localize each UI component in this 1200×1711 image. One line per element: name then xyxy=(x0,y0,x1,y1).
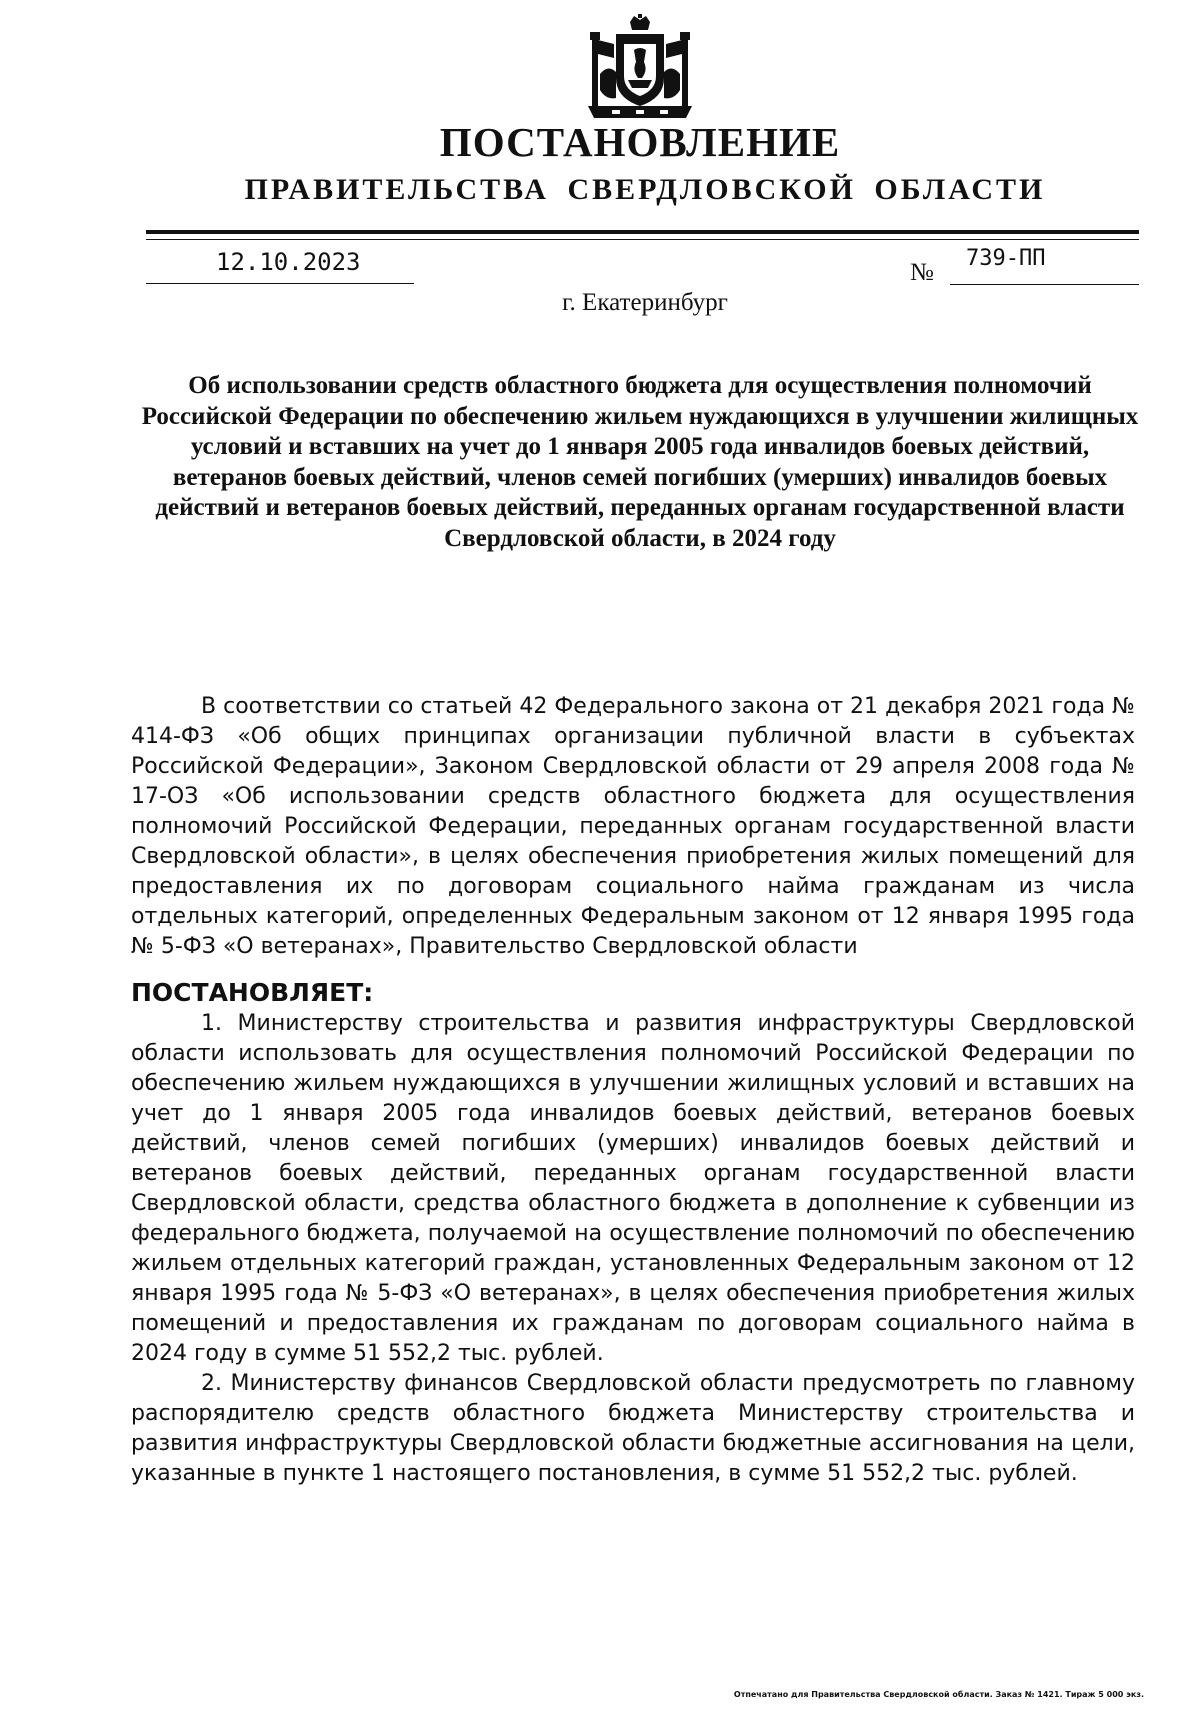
resolution-item-1: 1. Министерству строительства и развития инфраструктуры Свердловской области использовать для осуществления полномочий Российской Федерации по обеспечению жильем нуждающихся в улучшении жилищных условий и вставших на учет до 1 января 2005 года инвалидов боевых действий, ветеранов боевых действий, членов семей погибших (умерших) инвалидов боевых действий и ветеранов боевых действий, переданных органам государственной власти Свердловской области, средства областного бюджета в дополнение к субвенции из федерального бюджета, получаемой на осуществление полномочий по обеспечению жильем отдельных категорий граждан, установленных Федеральным законом от 12 января 1995 года № 5-ФЗ «О ветеранах», в целях обеспечения приобретения жилых помещений и предоставления их гражданам по договорам социального найма в 2024 году в сумме 51 552,2 тыс. рублей. xyxy=(131,1011,1135,1366)
number-sign: № xyxy=(910,259,934,286)
preamble-block xyxy=(131,692,1135,962)
resolve-heading: ПОСТАНОВЛЯЕТ: xyxy=(131,978,374,1007)
document-subject-title: Об использовании средств областного бюджета для осуществления полномочий Российской Федерации по обеспечению жильем нуждающихся в улучшении жилищных условий и вставших на учет до 1 января 2005 года инвалидов боевых действий, ветеранов боевых действий, членов семей погибших (умерших) инвалидов боевых действий и ветеранов боевых действий, переданных органам государственной власти Свердловской области, в 2024 году xyxy=(141,372,1139,552)
header-rule-thin xyxy=(146,239,1139,240)
header-rule-thick xyxy=(146,230,1139,234)
issue-city: г. Екатеринбург xyxy=(562,289,728,316)
document-number: 739-ПП xyxy=(966,246,1046,271)
resolution-item-2: 2. Министерству финансов Свердловской области предусмотреть по главному распорядителю средств областного бюджета Министерству строительства и развития инфраструктуры Свердловской области бюджетные ассигнования на цели, указанные в пункте 1 настоящего постановления, в сумме 51 552,2 тыс. рублей. xyxy=(131,1371,1135,1486)
resolution-items xyxy=(131,1009,1135,1489)
document-type-title: ПОСТАНОВЛЕНИЕ xyxy=(439,119,841,165)
print-footer: Отпечатано для Правительства Свердловской области. Заказ № 1421. Тираж 5 000 экз. xyxy=(733,1690,1144,1699)
date-underline xyxy=(146,283,414,284)
preamble-paragraph: В соответствии со статьей 42 Федерального закона от 21 декабря 2021 года № 414-ФЗ «Об общих принципах организации публичной власти в субъектах Российской Федерации», Законом Свердловской области от 29 апреля 2008 года № 17-ОЗ «Об использовании средств областного бюджета для осуществления полномочий Российской Федерации, переданных органам государственной власти Свердловской области», в целях обеспечения приобретения жилых помещений для предоставления их по договорам социального найма гражданам из числа отдельных категорий, определенных Федеральным законом от 12 января 1995 года № 5-ФЗ «О ветеранах», Правительство Свердловской области xyxy=(131,694,1135,959)
document-date: 12.10.2023 xyxy=(216,248,361,276)
number-underline xyxy=(950,284,1139,285)
coat-of-arms-icon xyxy=(582,14,698,122)
issuing-authority: ПРАВИТЕЛЬСТВА СВЕРДЛОВСКОЙ ОБЛАСТИ xyxy=(244,173,1046,206)
